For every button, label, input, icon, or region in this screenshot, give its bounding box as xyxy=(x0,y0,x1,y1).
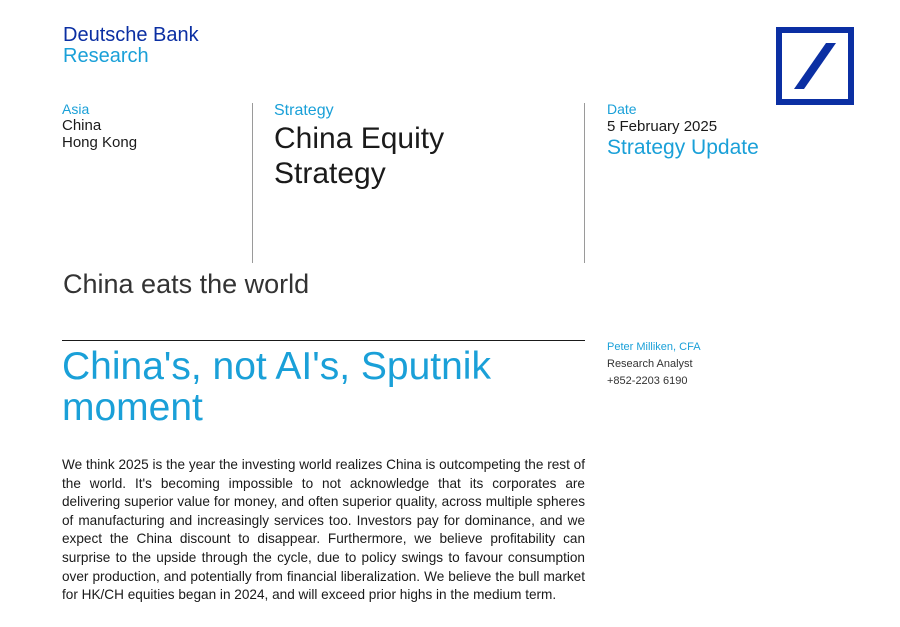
headline: China's, not AI's, Sputnik moment xyxy=(62,345,491,429)
report-title-line1: China Equity xyxy=(274,122,445,155)
brand-subname: Research xyxy=(63,45,149,67)
date-label: Date xyxy=(607,101,637,117)
report-title-line2: Strategy xyxy=(274,157,386,190)
column-divider xyxy=(252,103,253,263)
analyst-name: Peter Milliken, CFA xyxy=(607,341,701,353)
analyst-role: Research Analyst xyxy=(607,358,693,370)
region-country: China xyxy=(62,117,102,134)
report-date: 5 February 2025 xyxy=(607,118,718,135)
region-label: Asia xyxy=(62,101,90,117)
strategy-label: Strategy xyxy=(274,102,334,119)
report-type: Strategy Update xyxy=(607,136,759,159)
column-divider xyxy=(584,103,585,263)
report-subtitle: China eats the world xyxy=(63,269,310,299)
region-city: Hong Kong xyxy=(62,134,138,151)
analyst-phone: +852-2203 6190 xyxy=(607,375,688,387)
headline-rule xyxy=(62,340,585,341)
deutsche-bank-logo-icon xyxy=(776,27,854,105)
brand-name: Deutsche Bank xyxy=(63,24,199,46)
summary-paragraph: We think 2025 is the year the investing world realizes China is outcompeting the rest of the world. It's becoming impossible to not acknowledge that its corporates are delivering superior value for money, and often superior quality, across multiple spheres of manufacturing and increasingly services too. Investors pay for dominance, and we expect the China discount to disappear. Furthermore, we believe profitability can surprise to the upside through the cycle, due to policy swings to favour consumption over production, and potentially from financial liberalization. We believe the bull market for HK/CH equities began in 2024, and will exceed prior highs in the medium term. xyxy=(62,457,585,603)
